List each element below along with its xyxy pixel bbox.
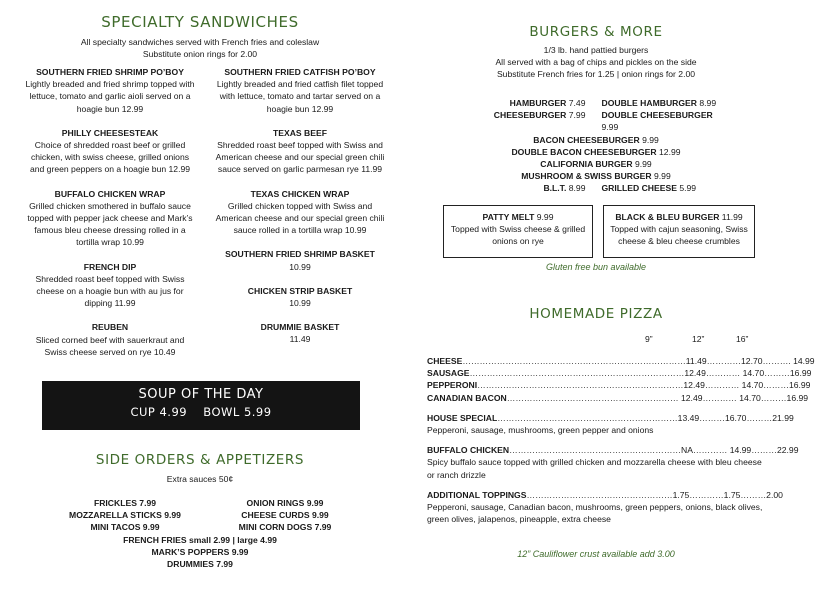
sandwiches-right-column (215, 66, 385, 358)
burgers-intro-line3: Substitute French fries for 1.25 | onion rings for 2.00 (496, 69, 696, 80)
pizza-prices: …………………………………………………… 12.49………… 14.70………16.99 (506, 392, 809, 403)
sandwich-item (25, 188, 195, 249)
burger-row (420, 109, 772, 133)
burger-name: DOUBLE CHEESEBURGER (601, 110, 713, 121)
soup-cup-price: CUP 4.99 (130, 405, 188, 420)
side-item: DRUMMIES 7.99 (167, 559, 233, 570)
sandwiches-intro-line2: Substitute onion rings for 2.00 (142, 49, 258, 60)
pizza-name: BUFFALO CHICKEN (427, 445, 510, 456)
sandwich-item (215, 248, 385, 272)
sandwich-name: DRUMMIE BASKET (260, 322, 340, 333)
pizza-desc: Pepperoni, sausage, mushrooms, green pepper and onions (427, 425, 654, 436)
sandwich-name: SOUTHERN FRIED SHRIMP BASKET (225, 249, 375, 260)
pizza-prices: ……………………………………………………………………11.49…………12.70………. 14.99 (462, 356, 815, 366)
burger-item (420, 158, 772, 170)
burger-row (420, 182, 772, 194)
pizza-sizes-header (420, 333, 772, 345)
sandwich-name: SOUTHERN FRIED CATFISH PO’BOY (224, 67, 376, 77)
sandwich-desc: Lightly breaded and fried catfish filet topped with lettuce, tomato and tartar served on a hoagie bun 12.99 (216, 79, 384, 114)
burgers-title: BURGERS & MORE (529, 24, 663, 40)
burger-name: BACON CHEESEBURGER (533, 134, 640, 145)
side-item: MINI TACOS 9.99 (90, 522, 160, 533)
size-9: 9” (645, 334, 653, 344)
side-item: ONION RINGS 9.99 (246, 498, 324, 508)
burgers-intro-line1: 1/3 lb. hand pattied burgers (543, 45, 649, 55)
burger-item (594, 182, 719, 194)
pizza-name: PEPPERONI (427, 380, 478, 391)
sandwich-desc: 10.99 (289, 298, 311, 309)
burger-name: CHEESEBURGER (493, 110, 567, 121)
pizza-prices: ……………………………………………1.75…………1.75………2.00 (526, 489, 783, 500)
sandwich-item (25, 261, 195, 310)
side-orders-list (20, 497, 380, 570)
side-row (20, 509, 380, 521)
sandwich-desc: Lightly breaded and fried shrimp topped with lettuce, tomato and garlic aioli served on a hoagie bun 12.99 (25, 79, 195, 114)
box-name-text: BLACK & BLEU BURGER (615, 212, 720, 222)
burger-item (594, 97, 719, 109)
burger-item (474, 109, 594, 133)
burgers-list (420, 97, 772, 195)
side-orders-title: SIDE ORDERS & APPETIZERS (95, 452, 305, 468)
pizza-prices: ……………………………………………………NA………… 14.99………22.99 (509, 445, 799, 456)
pizza-name: ADDITIONAL TOPPINGS (427, 489, 527, 500)
burger-item (420, 170, 772, 182)
side-item: MOZZARELLA STICKS 9.99 (69, 510, 181, 521)
sandwich-item (25, 127, 195, 176)
pizza-name: CHEESE (427, 356, 463, 366)
burger-price: 9.99 (634, 159, 652, 170)
burger-price: 12.99 (659, 146, 681, 157)
sandwich-desc: Choice of shredded roast beef or grilled chicken, with swiss cheese, grilled onions and green peppers on a hoagie bun 12.99 (29, 140, 191, 175)
sandwich-desc: Grilled chicken topped with Swiss and American cheese and our special green chili sauce rolled in a tortilla wrap 10.99 (215, 200, 385, 236)
sandwiches-left-column (25, 66, 195, 370)
box-desc: Topped with Swiss cheese & grilled onions on rye (450, 224, 586, 247)
burger-item (420, 146, 772, 158)
burger-item (474, 97, 594, 109)
pizza-name: HOUSE SPECIAL (427, 412, 498, 423)
sandwich-desc: Shredded roast beef topped with Swiss and American cheese and our special green chili sauce served on garlic parmesan rye 11.99 (215, 140, 385, 175)
burger-price: 9.99 (601, 122, 619, 133)
side-item: FRENCH FRIES small 2.99 | large 4.99 (123, 534, 277, 545)
side-row (20, 497, 380, 509)
pizza-row (427, 444, 799, 456)
soup-prices (42, 404, 360, 420)
burger-price: 7.49 (568, 98, 586, 108)
burger-price: 5.99 (679, 183, 697, 194)
sandwich-name: CHICKEN STRIP BASKET (247, 285, 353, 296)
burger-price: 9.99 (654, 171, 671, 182)
sandwich-desc: Grilled chicken smothered in buffalo sauce topped with pepper jack cheese and Mark’s famous bleu cheese dressing rolled in a tortilla wrap 10.99 (27, 200, 193, 248)
burger-price: 7.99 (568, 110, 586, 121)
side-item: MARK’S POPPERS 9.99 (151, 546, 249, 557)
side-item: MINI CORN DOGS 7.99 (238, 522, 332, 533)
box-item-name (444, 211, 592, 223)
sandwich-name: PHILLY CHEESESTEAK (61, 127, 159, 138)
sandwich-desc: Sliced corned beef with sauerkraut and Swiss cheese served on rye 10.49 (35, 334, 185, 357)
soup-title: SOUP OF THE DAY (138, 387, 264, 402)
sandwich-name: TEXAS CHICKEN WRAP (250, 188, 350, 199)
burger-row (420, 97, 772, 109)
box-desc: Topped with cajun seasoning, Swiss cheese & bleu cheese crumbles (610, 224, 748, 247)
pizza-prices: ………………………………………………………………12.49………… 14.70………16.99 (477, 380, 811, 391)
sandwich-item (25, 66, 195, 115)
burger-name: HAMBURGER (509, 98, 567, 108)
burger-name: B.L.T. (543, 183, 567, 194)
soup-bowl-price: BOWL 5.99 (203, 405, 272, 420)
box-price: 9.99 (536, 212, 554, 222)
gluten-free-note: Gluten free bun available (545, 262, 647, 272)
size-12: 12” (692, 334, 705, 344)
burger-name: MUSHROOM & SWISS BURGER (521, 171, 652, 182)
sandwich-name: BUFFALO CHICKEN WRAP (54, 188, 166, 199)
pizza-row (427, 412, 794, 424)
specialty-sandwiches-title: SPECIALTY SANDWICHES (101, 13, 299, 31)
sandwich-name: FRENCH DIP (83, 261, 137, 272)
box-item-name (604, 211, 754, 223)
patty-melt-box (443, 205, 593, 258)
side-row (20, 521, 380, 533)
sandwich-item (215, 188, 385, 237)
side-item: CHEESE CURDS 9.99 (241, 510, 329, 521)
burger-price: 8.99 (568, 183, 586, 194)
box-price: 11.99 (721, 212, 743, 222)
pizza-desc: Pepperoni, sausage, Canadian bacon, mushrooms, green peppers, onions, black olives, green olives, jalapenos, pineapple, extra cheese (427, 502, 763, 525)
pizza-name: SAUSAGE (427, 368, 470, 379)
burgers-intro (420, 44, 772, 81)
burger-name: DOUBLE HAMBURGER (601, 98, 697, 108)
pizza-row (427, 355, 815, 367)
burger-name: CALIFORNIA BURGER (540, 159, 633, 170)
black-bleu-burger-box (603, 205, 755, 258)
pizza-name: CANADIAN BACON (427, 392, 507, 403)
sandwich-item (215, 285, 385, 309)
burgers-intro-line2: All served with a bag of chips and pickles on the side (495, 57, 697, 68)
burger-item (474, 182, 594, 194)
burger-price: 9.99 (642, 134, 659, 145)
sandwich-desc: 10.99 (289, 261, 311, 272)
sandwich-item (215, 127, 385, 176)
sandwich-name: TEXAS BEEF (273, 127, 327, 138)
pizza-desc: Spicy buffalo sauce topped with grilled chicken and mozzarella cheese with bleu cheese or ranch drizzle (427, 457, 762, 480)
cauliflower-crust-note: 12” Cauliflower crust available add 3.00 (517, 549, 675, 559)
pizza-prices: ………………………………………………………13.49………16.70………21.99 (497, 412, 794, 423)
sandwiches-intro-line1: All specialty sandwiches served with French fries and coleslaw (80, 37, 320, 47)
soup-of-the-day-banner (42, 381, 360, 430)
right-page (420, 0, 815, 593)
left-page (20, 0, 385, 593)
pizza-prices: …………………………………………………………………12.49………… 14.70………16.99 (469, 368, 812, 379)
sandwich-desc: 11.49 (289, 334, 311, 345)
pizza-list (427, 355, 815, 525)
sandwich-desc: Shredded roast beef topped with Swiss cheese on a hoagie bun with au jus for dipping 11.99 (35, 273, 185, 309)
box-name-text: PATTY MELT (482, 212, 535, 222)
burger-item (594, 109, 719, 133)
pizza-row (427, 392, 809, 404)
sandwich-name: SOUTHERN FRIED SHRIMP PO’BOY (36, 67, 184, 77)
pizza-row (427, 489, 783, 501)
burger-price: 8.99 (699, 98, 717, 108)
sandwich-item (215, 66, 385, 115)
burger-name: GRILLED CHEESE (601, 183, 677, 194)
pizza-title: HOMEMADE PIZZA (529, 306, 663, 322)
side-orders-subtitle: Extra sauces 50¢ (166, 474, 234, 484)
burger-name: DOUBLE BACON CHEESEBURGER (511, 146, 657, 157)
sandwich-item (25, 321, 195, 358)
size-16: 16” (736, 334, 749, 344)
burger-item (420, 134, 772, 146)
side-item: FRICKLES 7.99 (93, 498, 157, 508)
pizza-row (427, 379, 811, 391)
pizza-row (427, 367, 812, 379)
sandwich-name: REUBEN (91, 322, 129, 333)
sandwich-item (215, 321, 385, 345)
sandwiches-intro (20, 36, 380, 60)
